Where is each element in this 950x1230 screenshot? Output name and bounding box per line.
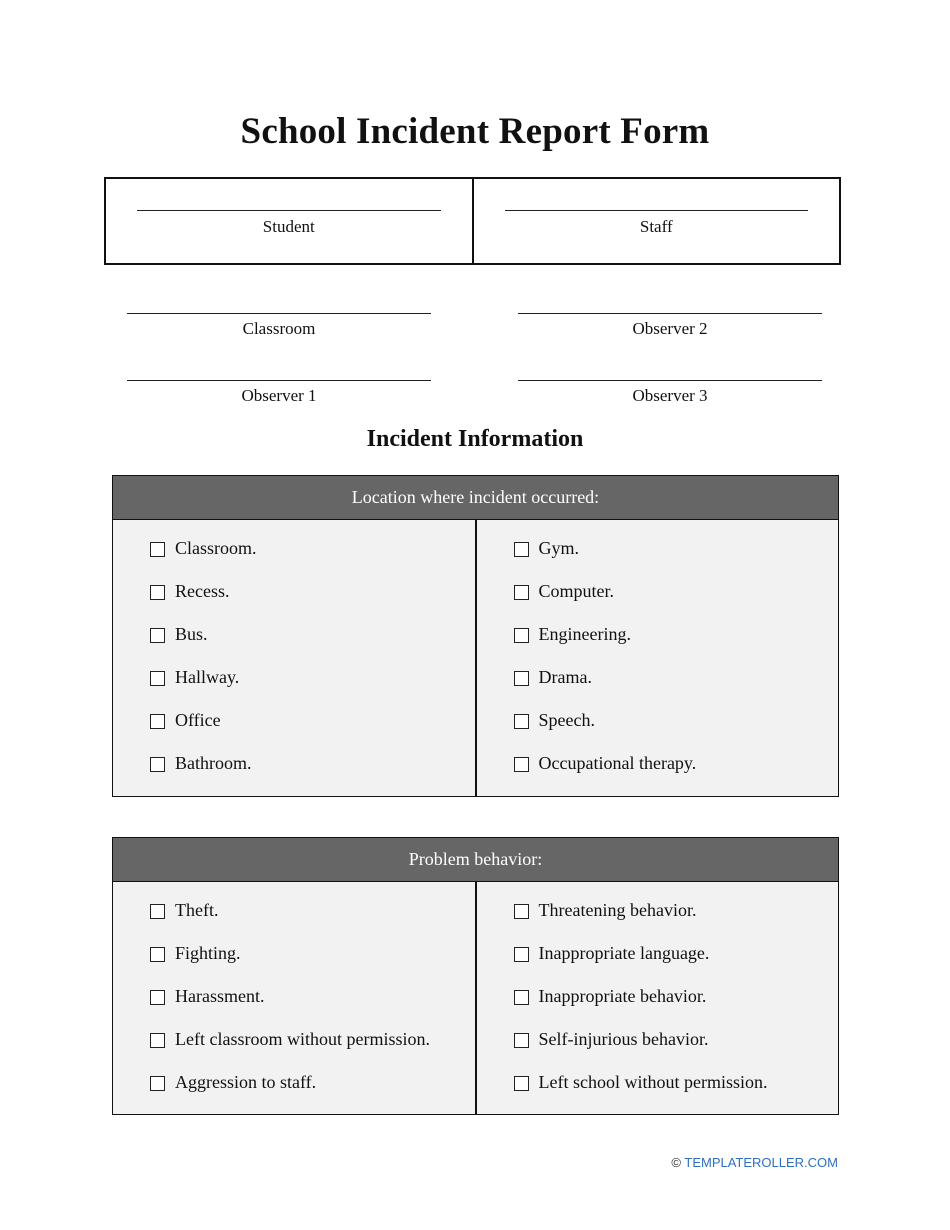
location-option[interactable] bbox=[477, 574, 839, 617]
checkbox-icon[interactable] bbox=[514, 542, 529, 557]
option-label: Bus. bbox=[175, 624, 208, 644]
location-panel-header: Location where incident occurred: bbox=[113, 476, 838, 520]
classroom-label: Classroom bbox=[242, 319, 316, 338]
behavior-panel bbox=[112, 837, 839, 1115]
checkbox-icon[interactable] bbox=[150, 990, 165, 1005]
option-label: Left classroom without permission. bbox=[175, 1029, 430, 1049]
classroom-line bbox=[127, 313, 431, 314]
option-label: Office bbox=[175, 710, 221, 730]
location-option[interactable] bbox=[113, 703, 475, 746]
checkbox-icon[interactable] bbox=[514, 757, 529, 772]
behavior-option[interactable] bbox=[113, 979, 475, 1022]
option-label: Bathroom. bbox=[175, 753, 252, 773]
checkbox-icon[interactable] bbox=[514, 671, 529, 686]
behavior-option[interactable] bbox=[477, 1065, 839, 1108]
option-label: Left school without permission. bbox=[538, 1072, 768, 1092]
option-label: Threatening behavior. bbox=[538, 900, 697, 920]
checkbox-icon[interactable] bbox=[514, 585, 529, 600]
option-label: Recess. bbox=[175, 581, 230, 601]
checkbox-icon[interactable] bbox=[150, 1076, 165, 1091]
checkbox-icon[interactable] bbox=[514, 947, 529, 962]
behavior-option[interactable] bbox=[477, 979, 839, 1022]
checkbox-icon[interactable] bbox=[514, 1076, 529, 1091]
checkbox-icon[interactable] bbox=[150, 542, 165, 557]
observer-3-label: Observer 3 bbox=[632, 386, 708, 405]
option-label: Gym. bbox=[538, 538, 579, 558]
location-right-column bbox=[475, 520, 839, 796]
option-label: Self-injurious behavior. bbox=[538, 1029, 709, 1049]
location-option[interactable] bbox=[477, 746, 839, 789]
behavior-right-column bbox=[475, 882, 839, 1114]
location-option[interactable] bbox=[113, 746, 475, 789]
checkbox-icon[interactable] bbox=[150, 585, 165, 600]
student-staff-box bbox=[104, 177, 841, 265]
behavior-option[interactable] bbox=[113, 936, 475, 979]
location-option[interactable] bbox=[113, 617, 475, 660]
behavior-option[interactable] bbox=[113, 1022, 475, 1065]
location-left-column bbox=[113, 520, 475, 796]
option-label: Aggression to staff. bbox=[175, 1072, 317, 1092]
checkbox-icon[interactable] bbox=[150, 628, 165, 643]
observer-2-label: Observer 2 bbox=[632, 319, 708, 338]
behavior-option[interactable] bbox=[477, 1022, 839, 1065]
option-label: Inappropriate language. bbox=[538, 943, 710, 963]
location-option[interactable] bbox=[113, 574, 475, 617]
copyright-symbol: © bbox=[671, 1155, 681, 1170]
option-label: Classroom. bbox=[175, 538, 257, 558]
location-option[interactable] bbox=[113, 531, 475, 574]
option-label: Occupational therapy. bbox=[538, 753, 697, 773]
location-option[interactable] bbox=[477, 703, 839, 746]
checkbox-icon[interactable] bbox=[514, 1033, 529, 1048]
footer-credit bbox=[671, 1155, 838, 1170]
behavior-left-column bbox=[113, 882, 475, 1114]
behavior-option[interactable] bbox=[477, 936, 839, 979]
behavior-option[interactable] bbox=[477, 893, 839, 936]
checkbox-icon[interactable] bbox=[514, 628, 529, 643]
student-field[interactable] bbox=[106, 179, 472, 263]
option-label: Theft. bbox=[175, 900, 219, 920]
location-option[interactable] bbox=[477, 531, 839, 574]
behavior-option[interactable] bbox=[113, 1065, 475, 1108]
observer-1-label: Observer 1 bbox=[241, 386, 317, 405]
behavior-option[interactable] bbox=[113, 893, 475, 936]
observer-2-line bbox=[518, 313, 822, 314]
option-label: Inappropriate behavior. bbox=[538, 986, 707, 1006]
staff-field[interactable] bbox=[472, 179, 840, 263]
option-label: Harassment. bbox=[175, 986, 265, 1006]
student-line bbox=[137, 210, 441, 211]
checkbox-icon[interactable] bbox=[150, 714, 165, 729]
staff-line bbox=[505, 210, 809, 211]
student-label: Student bbox=[262, 217, 315, 236]
observer-3-line bbox=[518, 380, 822, 381]
location-panel bbox=[112, 475, 839, 797]
checkbox-icon[interactable] bbox=[150, 1033, 165, 1048]
location-option[interactable] bbox=[113, 660, 475, 703]
option-label: Engineering. bbox=[538, 624, 631, 644]
option-label: Hallway. bbox=[175, 667, 240, 687]
location-option[interactable] bbox=[477, 617, 839, 660]
checkbox-icon[interactable] bbox=[150, 757, 165, 772]
checkbox-icon[interactable] bbox=[150, 947, 165, 962]
checkbox-icon[interactable] bbox=[514, 990, 529, 1005]
behavior-panel-header: Problem behavior: bbox=[113, 838, 838, 882]
option-label: Fighting. bbox=[175, 943, 241, 963]
option-label: Speech. bbox=[538, 710, 595, 730]
page-title: School Incident Report Form bbox=[240, 111, 710, 152]
option-label: Computer. bbox=[538, 581, 614, 601]
observer-1-line bbox=[127, 380, 431, 381]
option-label: Drama. bbox=[538, 667, 592, 687]
location-option[interactable] bbox=[477, 660, 839, 703]
incident-information-heading: Incident Information bbox=[366, 426, 584, 452]
checkbox-icon[interactable] bbox=[150, 671, 165, 686]
templateroller-link[interactable]: TEMPLATEROLLER.COM bbox=[684, 1155, 838, 1170]
checkbox-icon[interactable] bbox=[514, 714, 529, 729]
checkbox-icon[interactable] bbox=[514, 904, 529, 919]
checkbox-icon[interactable] bbox=[150, 904, 165, 919]
staff-label: Staff bbox=[639, 217, 673, 236]
